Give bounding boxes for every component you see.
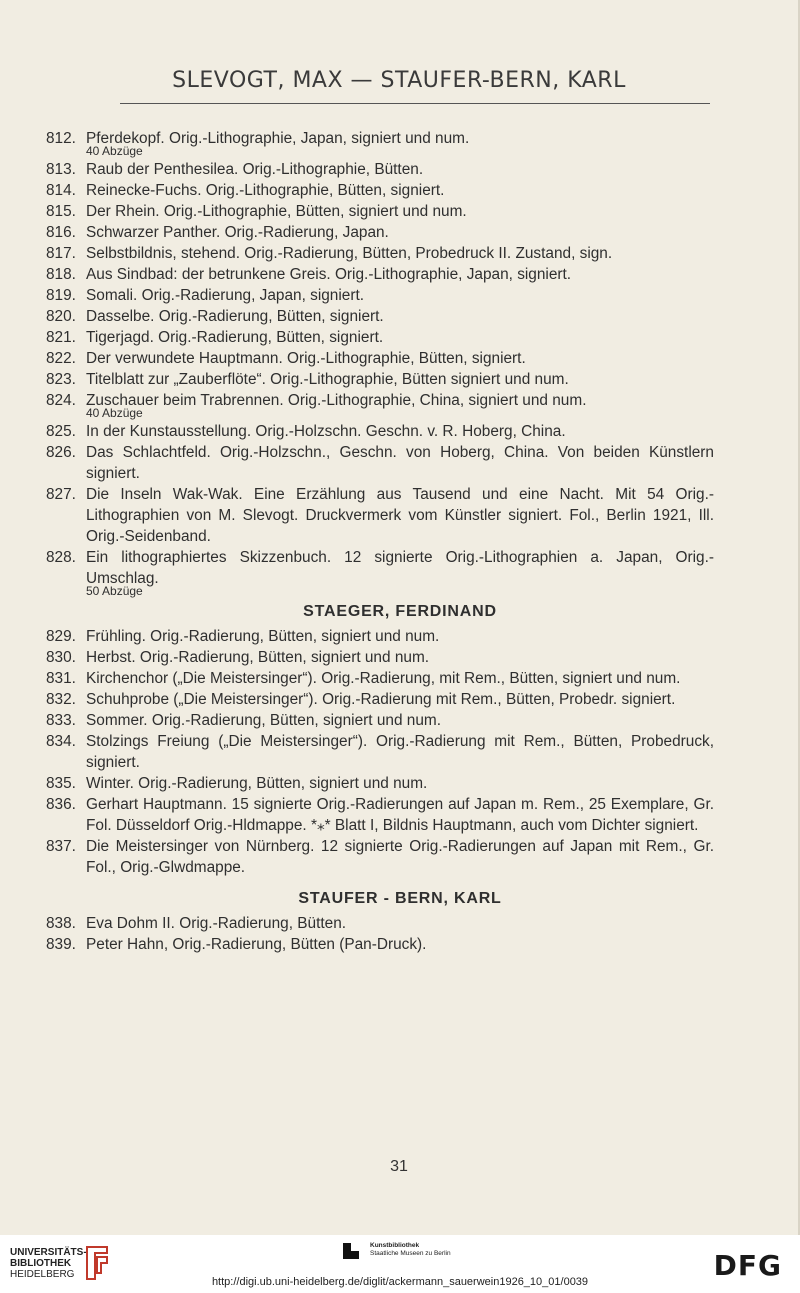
catalog-entry [46,348,714,369]
entry-text: Tigerjagd. Orig.-Radierung, Bütten, signiert. [86,329,384,346]
catalog-entry [46,180,714,201]
entry-number: 835. [46,775,76,792]
catalog-entry [46,222,714,243]
entry-text: Schuhprobe („Die Meistersinger“). Orig.-Radierung mit Rem., Bütten, Probedr. signiert. [86,691,676,708]
kunstbibliothek-logo-icon [343,1243,359,1259]
entry-text: Gerhart Hauptmann. 15 signierte Orig.-Radierungen auf Japan m. Rem., 25 Exemplare, Gr. Fol. Düsseldorf Orig.-Hldmappe. *⁎* Blatt I, Bildnis Hauptmann, auch vom Dichter signiert. [86,796,714,834]
catalog-entry [46,243,714,264]
entry-number: 819. [46,287,76,304]
entry-text: Der verwundete Hauptmann. Orig.-Lithographie, Bütten, signiert. [86,350,526,367]
entry-number: 833. [46,712,76,729]
entry-number: 831. [46,670,76,687]
catalog-entry [46,773,714,794]
source-url[interactable]: http://digi.ub.uni-heidelberg.de/diglit/ackermann_sauerwein1926_10_01/0039 [211,1276,589,1288]
entry-number: 827. [46,486,76,503]
entry-number: 821. [46,329,76,346]
edition-note: 40 Abzüge [86,144,143,158]
running-head: SLEVOGT, MAX — STAUFER-BERN, KARL [172,68,626,93]
entry-number: 834. [46,733,76,750]
catalog-entry [46,710,714,731]
catalog-entry [46,913,714,934]
uni-logo-line1: UNIVERSITÄTS- [10,1247,87,1258]
entry-text: Sommer. Orig.-Radierung, Bütten, signiert und num. [86,712,442,729]
entry-text: Titelblatt zur „Zauberflöte“. Orig.-Lithographie, Bütten signiert und num. [86,371,569,388]
entry-number: 837. [46,838,76,855]
entry-text: Selbstbildnis, stehend. Orig.-Radierung, Bütten, Probedruck II. Zustand, sign. [86,245,613,262]
entry-number: 812. [46,130,76,147]
section-heading-staeger: STAEGER, FERDINAND [303,603,497,620]
entry-text: Aus Sindbad: der betrunkene Greis. Orig.-Lithographie, Japan, signiert. [86,266,572,283]
catalog-entry [46,128,714,149]
kb-line2: Staatliche Museen zu Berlin [370,1250,451,1257]
entry-number: 826. [46,444,76,461]
entry-number: 816. [46,224,76,241]
entry-text: Reinecke-Fuchs. Orig.-Lithographie, Bütten, signiert. [86,182,445,199]
entry-text: Zuschauer beim Trabrennen. Orig.-Lithographie, China, signiert und num. [86,392,587,409]
entry-number: 839. [46,936,76,953]
entry-number: 823. [46,371,76,388]
entry-number: 836. [46,796,76,813]
entries-staufer [46,913,714,955]
catalog-entry [46,201,714,222]
entry-text: Stolzings Freiung („Die Meistersinger“). Orig.-Radierung mit Rem., Bütten, Probedruck, signiert. [86,733,714,771]
entries-slevogt [46,128,714,597]
header-rule [120,103,710,104]
page-number: 31 [390,1158,408,1175]
entry-number: 830. [46,649,76,666]
catalog-entry [46,836,714,878]
entry-number: 824. [46,392,76,409]
catalog-entry [46,689,714,710]
catalog-entry [46,647,714,668]
entry-text: Herbst. Orig.-Radierung, Bütten, signiert und num. [86,649,430,666]
entry-text: Das Schlachtfeld. Orig.-Holzschn., Geschn. von Hoberg, China. Von beiden Künstlern signiert. [86,444,714,482]
entries-staeger [46,626,714,878]
entry-text: Ein lithographiertes Skizzenbuch. 12 signierte Orig.-Lithographien a. Japan, Orig.-Umschlag. [86,549,714,587]
entry-text: Raub der Penthesilea. Orig.-Lithographie, Bütten. [86,161,424,178]
entry-text: Dasselbe. Orig.-Radierung, Bütten, signiert. [86,308,384,325]
catalog-entry [46,484,714,547]
entry-text: Die Inseln Wak-Wak. Eine Erzählung aus Tausend und eine Nacht. Mit 54 Orig.-Lithographien von M. Slevogt. Druckvermerk vom Künstler signiert. Fol., Berlin 1921, Ill. Orig.-Seidenband. [86,486,714,545]
entry-number: 815. [46,203,76,220]
entry-number: 820. [46,308,76,325]
catalog-entry [46,626,714,647]
footer-bar [0,1235,800,1293]
entry-text: Pferdekopf. Orig.-Lithographie, Japan, signiert und num. [86,130,470,147]
catalog-entry [46,390,714,411]
catalog-entry [46,369,714,390]
entry-text: Frühling. Orig.-Radierung, Bütten, signiert und num. [86,628,440,645]
kb-line1: Kunstbibliothek [370,1242,420,1249]
section-heading-staufer: STAUFER - BERN, KARL [298,890,502,907]
entry-number: 829. [46,628,76,645]
catalog-entry [46,421,714,442]
edition-note: 40 Abzüge [86,406,143,420]
entry-number: 822. [46,350,76,367]
entry-text: Winter. Orig.-Radierung, Bütten, signiert und num. [86,775,428,792]
uni-logo-line3: HEIDELBERG [10,1269,75,1280]
entry-number: 832. [46,691,76,708]
entry-number: 813. [46,161,76,178]
entry-text: Die Meistersinger von Nürnberg. 12 signierte Orig.-Radierungen auf Japan mit Rem., Gr. Fol., Orig.-Glwdmappe. [86,838,714,876]
entry-text: In der Kunstausstellung. Orig.-Holzschn. Geschn. v. R. Hoberg, China. [86,423,566,440]
entry-number: 825. [46,423,76,440]
edition-note: 50 Abzüge [86,584,143,598]
entry-number: 838. [46,915,76,932]
catalog-entry [46,547,714,589]
kunstbibliothek-text [370,1242,520,1258]
catalog-entry [46,327,714,348]
entry-text: Schwarzer Panther. Orig.-Radierung, Japan. [86,224,389,241]
catalog-entry [46,731,714,773]
catalog-entry [46,264,714,285]
entry-number: 814. [46,182,76,199]
entry-text: Somali. Orig.-Radierung, Japan, signiert. [86,287,365,304]
entry-number: 828. [46,549,76,566]
entry-number: 818. [46,266,76,283]
dfg-logo: DFG [713,1249,782,1282]
entry-text: Peter Hahn, Orig.-Radierung, Bütten (Pan-Druck). [86,936,427,953]
entry-text: Eva Dohm II. Orig.-Radierung, Bütten. [86,915,347,932]
catalog-entry [46,285,714,306]
catalog-entry [46,442,714,484]
catalog-entry [46,668,714,689]
catalog-entry [46,934,714,955]
entry-text: Der Rhein. Orig.-Lithographie, Bütten, signiert und num. [86,203,467,220]
entry-number: 817. [46,245,76,262]
catalog-entry [46,794,714,836]
uni-logo-line2: BIBLIOTHEK [10,1258,72,1269]
catalog-content [46,128,714,955]
entry-text: Kirchenchor („Die Meistersinger“). Orig.-Radierung, mit Rem., Bütten, signiert und num. [86,670,681,687]
catalog-entry [46,306,714,327]
catalog-entry [46,159,714,180]
